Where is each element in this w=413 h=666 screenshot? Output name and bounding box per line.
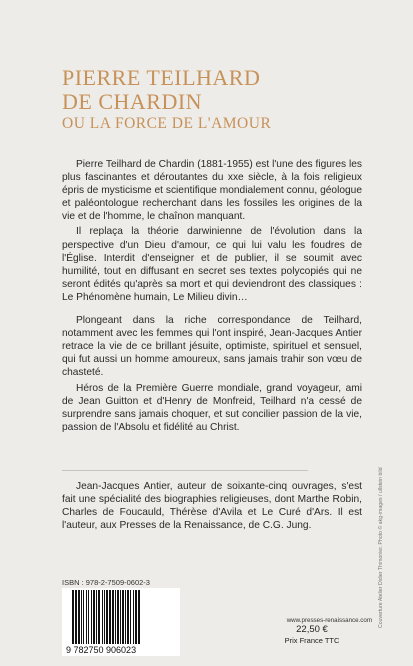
blurb-paragraph-3: Plongeant dans la riche correspondance de Teilhard, notamment avec les femmes qui l'ont inspiré, Jean-Jacques Antier retrace la vie de ce brillant jésuite, optimiste, spirituel et sensuel, qui fut aussi un homme amoureux, sans jamais trahir son vœu de chasteté. — [62, 315, 362, 379]
subtitle: OU LA FORCE DE L'AMOUR — [62, 115, 272, 132]
barcode-digits: 9 782750 906023 — [66, 645, 137, 655]
price: 22,50 € — [296, 624, 328, 635]
isbn: ISBN : 978-2-7509-0602-3 — [62, 578, 150, 587]
book-title — [62, 66, 362, 133]
cover-credit: Couverture Atelier Didier Thimonier. Photo © akg-images / ullstein bild — [378, 467, 384, 628]
divider — [62, 470, 308, 471]
blurb-paragraph-4: Héros de la Première Guerre mondiale, grand voyageur, ami de Jean Guitton et d'Henry de Monfreid, Teilhard n'a cessé de surprendre sans jamais choquer, et sut concilier passion de la vie, passion de l'Absolu et fidélité au Christ. — [62, 382, 362, 433]
price-block — [252, 624, 372, 645]
barcode — [62, 588, 180, 656]
blurb — [62, 158, 362, 436]
author-bio — [62, 480, 362, 532]
barcode-graphic — [62, 588, 180, 656]
blurb-paragraph-1: Pierre Teilhard de Chardin (1881-1955) est l'une des figures les plus fascinantes et déroutantes du xxe siècle, à la fois religieux épris de mysticisme et scientifique mondialement connu, géologue et paléontologue recherchant dans les fossiles les origines de la vie et de l'homme, le chaînon manquant. — [62, 159, 362, 223]
blurb-paragraph-2: Il replaça la théorie darwinienne de l'évolution dans la perspective d'un Dieu d'amour, ce qui lui valu les foudres de l'Église. Interdit d'enseigner et de publier, il se soumit avec humilité, tout en diffusant en secret ses textes polycopiés qui ne seront édités qu'après sa mort et qui deviendront des classiques : Le Phénomène humain, Le Milieu divin… — [62, 226, 362, 303]
title-line-1: PIERRE TEILHARD — [62, 65, 261, 90]
author-bio-text: Jean-Jacques Antier, auteur de soixante-cinq ouvrages, s'est fait une spécialité des biographies religieuses, dont Marthe Robin, Charles de Foucauld, Thérèse d'Avila et Le Curé d'Ars. Il est l'auteur, aux Presses de la Renaissance, de C.G. Jung. — [62, 481, 362, 532]
price-note: Prix France TTC — [284, 636, 340, 645]
title-line-2: DE CHARDIN — [62, 89, 203, 114]
publisher-website: www.presses-renaissance.com — [286, 617, 372, 624]
